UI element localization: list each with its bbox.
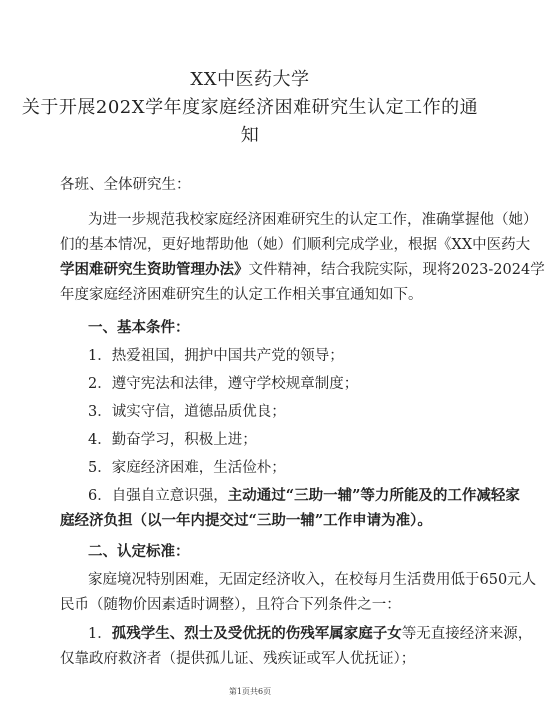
standard-intro-line2: 民币（随物价因素适时调整），且符合下列条件之一：: [60, 597, 401, 613]
condition-item-2: 2．遵守宪法和法律，遵守学校规章制度；: [88, 376, 359, 392]
page-footer: 第1页共6页: [228, 687, 272, 696]
standard-intro-line1: 家庭境况特别困难，无固定经济收入，在校每月生活费用低于650元人: [88, 572, 537, 588]
condition-item-6-cont: 庭经济负担（以一年内提交过“三助一辅”工作申请为准）。: [60, 512, 432, 529]
condition-item-1: 1．热爱祖国，拥护中国共产党的领导；: [88, 348, 344, 364]
intro-line3-rest: 文件精神，结合我院实际，现将2023-2024学: [248, 262, 545, 278]
intro-line1: 为进一步规范我校家庭经济困难研究生的认定工作，准确掌握他（她）: [88, 212, 538, 228]
document-title-line1: XX中医药大学: [190, 69, 310, 90]
standard-item-1-num: 1．: [88, 626, 112, 642]
condition-item-6-start: 6．自强自立意识强，: [88, 488, 228, 504]
intro-line4: 年度家庭经济困难研究生的认定工作相关事宜通知如下。: [60, 287, 423, 303]
intro-line2: 们的基本情况，更好地帮助他（她）们顺利完成学业，根据《XX中医药大: [60, 237, 531, 253]
standard-item-1: [88, 624, 532, 644]
intro-line3: [60, 260, 545, 280]
section2-heading: 二、认定标准：: [88, 543, 190, 560]
salutation: 各班、全体研究生：: [60, 177, 191, 193]
condition-item-4: 4．勤奋学习，积极上进；: [88, 432, 257, 448]
condition-item-5: 5．家庭经济困难，生活俭朴；: [88, 460, 286, 476]
regulation-reference: 学困难研究生资助管理办法》: [60, 261, 249, 278]
document-title-line3: 知: [240, 125, 260, 146]
condition-item-6: [88, 486, 520, 506]
condition-item-3: 3．诚实守信，道德品质优良；: [88, 404, 286, 420]
condition-item-6-bold: 主动通过“三助一辅”等力所能及的工作减轻家: [227, 487, 520, 504]
standard-item-1-cont: 仅靠政府救济者（提供孤儿证、残疾证或军人优抚证）；: [60, 651, 416, 667]
standard-item-1-tail: 等无直接经济来源，: [401, 626, 533, 642]
section1-heading: 一、基本条件：: [88, 319, 190, 336]
document-title-line2: 关于开展202X学年度家庭经济困难研究生认定工作的通: [21, 97, 479, 118]
standard-item-1-bold: 孤残学生、烈士及受优抚的伤残军属家庭子女: [111, 625, 402, 642]
